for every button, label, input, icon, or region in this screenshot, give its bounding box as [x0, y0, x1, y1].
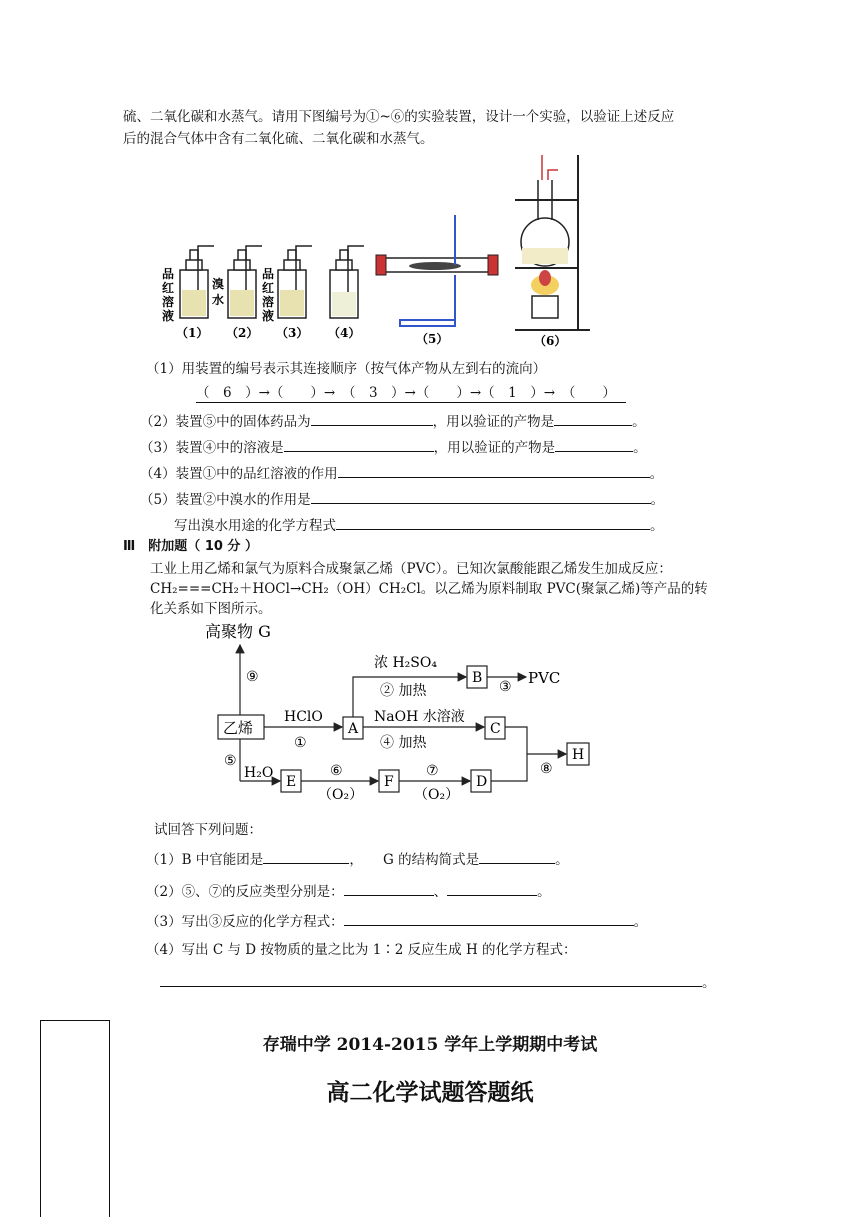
- q4-prompt: （4）装置①中的品红溶液的作用: [140, 466, 338, 482]
- a4-end: 。: [702, 975, 716, 991]
- q3-prompt: （3）装置④中的溶液是: [140, 440, 284, 456]
- q4-end: 。: [649, 466, 664, 482]
- q2-blank-2[interactable]: [554, 411, 632, 426]
- a1-end: 。: [555, 852, 569, 868]
- a1-blank-1[interactable]: [263, 849, 349, 864]
- drying-tube-5: [376, 215, 498, 326]
- scheme-pvc: PVC: [528, 669, 561, 687]
- scheme-naoh: NaOH 水溶液: [374, 709, 465, 725]
- q3-prompt-2: ，用以验证的产物是: [433, 440, 556, 456]
- reagent-1-c4: 液: [162, 309, 175, 323]
- scheme-step8: ⑧: [540, 761, 553, 777]
- reagent-3-c3: 溶: [262, 295, 275, 309]
- scheme-b: B: [472, 670, 483, 686]
- scheme-e: E: [286, 774, 297, 790]
- apparatus-label-6: （6）: [534, 334, 567, 348]
- q3-blank-1[interactable]: [284, 437, 434, 452]
- a3-blank[interactable]: [344, 911, 634, 926]
- scheme-g: 高聚物 G: [205, 622, 271, 641]
- questions2-lead: 试回答下列问题：: [154, 822, 262, 838]
- reagent-2-c1: 溴: [212, 277, 225, 291]
- scheme-h: H: [572, 747, 585, 763]
- bonus-p1: 工业上用乙烯和氯气为原料合成聚氯乙烯（PVC）。已知次氯酸能跟乙烯发生加成反应：: [150, 561, 672, 577]
- a3-end: 。: [633, 914, 648, 930]
- apparatus-label-1: （1）: [176, 326, 209, 340]
- scheme-step4: ④ 加热: [380, 735, 427, 751]
- scheme-step5: ⑤: [224, 753, 237, 769]
- q2-prompt-2: ，用以验证的产物是: [432, 414, 555, 430]
- scheme-step1: ①: [294, 735, 307, 751]
- a2-prompt: （2）⑤、⑦的反应类型分别是：: [146, 884, 344, 900]
- bottle-2: [228, 246, 262, 318]
- q5b-end: 。: [650, 518, 664, 534]
- q1-text: （1）用装置的编号表示其连接顺序（按气体产物从左到右的流向）: [146, 361, 547, 377]
- a3-prompt: （3）写出③反应的化学方程式：: [146, 914, 344, 930]
- a2-end: 。: [537, 884, 551, 900]
- a2-blank-1[interactable]: [344, 881, 434, 896]
- scheme-step3: ③: [499, 679, 512, 695]
- scheme-h2o: H₂O: [244, 765, 274, 781]
- apparatus-label-2: （2）: [226, 326, 259, 340]
- scheme-step7: ⑦: [426, 763, 439, 779]
- q3-blank-2[interactable]: [555, 437, 633, 452]
- bottle-4: [330, 246, 364, 318]
- scheme-h2so4: 浓 H₂SO₄: [374, 655, 437, 671]
- reagent-1-c2: 红: [162, 281, 175, 295]
- reagent-1-c3: 溶: [162, 295, 175, 309]
- apparatus-label-5: （5）: [416, 332, 449, 346]
- q5-blank[interactable]: [311, 489, 651, 504]
- scheme-o2-b: （O₂）: [414, 787, 460, 803]
- bonus-p2: CH₂===CH₂＋HOCl→CH₂（OH）CH₂Cl。以乙烯为原料制取 PVC(聚氯乙烯)等产品的转: [150, 581, 708, 597]
- apparatus-label-4: （4）: [328, 326, 361, 340]
- scheme-step2: ② 加热: [380, 683, 427, 699]
- apparatus-label-3: （3）: [276, 326, 309, 340]
- q2-blank-1[interactable]: [311, 411, 433, 426]
- reagent-2-c2: 水: [212, 293, 225, 307]
- q2-end: 。: [632, 414, 646, 430]
- a4-prompt: （4）写出 C 与 D 按物质的量之比为 1∶2 反应生成 H 的化学方程式：: [146, 942, 577, 958]
- scheme-d: D: [476, 774, 488, 790]
- scheme-ethylene: 乙烯: [223, 719, 254, 737]
- reagent-3-c4: 液: [262, 309, 275, 323]
- q5-end: 。: [650, 492, 665, 508]
- bottle-3: [278, 246, 312, 318]
- a2-sep: 、: [433, 884, 448, 900]
- q5-equation-blank[interactable]: [336, 515, 650, 530]
- scheme-step6: ⑥: [330, 763, 343, 779]
- school-exam-title: 存瑞中学 2014-2015 学年上学期期中考试: [262, 1035, 598, 1055]
- bonus-p3: 化关系如下图所示。: [150, 601, 272, 617]
- intro-line-1: 硫、二氧化碳和水蒸气。请用下图编号为①~⑥的实验装置，设计一个实验，以验证上述反应: [123, 109, 675, 125]
- reagent-1-c1: 品: [162, 267, 175, 281]
- a1-blank-2[interactable]: [479, 849, 555, 864]
- bottle-1: [180, 246, 214, 318]
- bonus-heading: Ⅲ 附加题（ 10 分 ）: [123, 539, 258, 554]
- reagent-3-c1: 品: [262, 267, 275, 281]
- scheme-f: F: [384, 774, 394, 790]
- q2-prompt: （2）装置⑤中的固体药品为: [140, 414, 311, 430]
- a4-blank[interactable]: [160, 972, 702, 987]
- scheme-a: A: [348, 721, 359, 737]
- q3-end: 。: [633, 440, 647, 456]
- scheme-step9: ⑨: [246, 669, 259, 685]
- scheme-c: C: [490, 721, 501, 737]
- a1-prompt-2: ， G 的结构简式是: [349, 852, 480, 868]
- answer-sheet-title: 高二化学试题答题纸: [326, 1079, 534, 1106]
- q4-blank[interactable]: [338, 463, 650, 478]
- reagent-3-c2: 红: [262, 281, 275, 295]
- reaction-scheme: [190, 615, 610, 810]
- apparatus-figure: [150, 150, 630, 350]
- q1-order: （ 6 ）→（ ）→ （ 3 ）→（ ）→（ 1 ）→ （ ）: [196, 384, 626, 403]
- scheme-o2-a: （O₂）: [318, 787, 364, 803]
- a1-prompt: （1）B 中官能团是: [146, 852, 264, 868]
- a2-blank-2[interactable]: [447, 881, 537, 896]
- q5-prompt: （5）装置②中溴水的作用是: [140, 492, 311, 508]
- scheme-hclo: HClO: [284, 709, 323, 725]
- intro-line-2: 后的混合气体中含有二氧化硫、二氧化碳和水蒸气。: [123, 131, 434, 147]
- flask-6: [515, 155, 590, 330]
- q5-equation-prompt: 写出溴水用途的化学方程式: [174, 518, 336, 534]
